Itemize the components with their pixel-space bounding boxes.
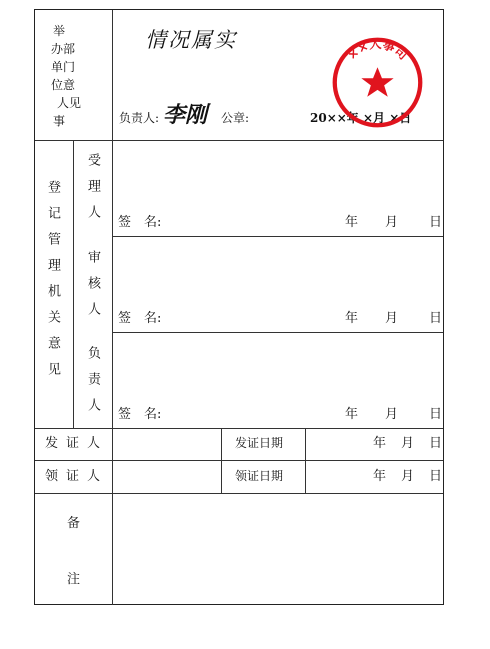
year-label: 年 — [345, 215, 359, 230]
month-label: 月 — [401, 436, 415, 451]
day-label: 日 — [429, 407, 443, 422]
principal-signature: 李刚 — [163, 102, 208, 128]
day-label: 日 — [429, 469, 443, 484]
divider — [113, 332, 443, 333]
seal-star-icon — [361, 67, 393, 96]
opinion-date: 20××年 ×月 ×日 — [310, 111, 412, 125]
divider — [35, 428, 443, 429]
year-label: 年 — [345, 311, 359, 326]
unit-label-line: 单门 — [51, 60, 76, 74]
issue-date-label: 发证日期 — [235, 436, 284, 450]
divider — [112, 10, 113, 605]
unit-label-line: 位意 — [51, 78, 76, 92]
remarks-label-char: 注 — [67, 572, 81, 587]
seal-label: 公章: — [221, 111, 250, 125]
official-seal — [330, 35, 425, 130]
unit-opinion-label — [51, 22, 103, 130]
sign-label: 签 名: — [118, 311, 162, 326]
divider — [221, 428, 222, 493]
sign-label: 签 名: — [118, 215, 162, 230]
divider — [305, 428, 306, 493]
month-label: 月 — [385, 407, 399, 422]
divider — [35, 140, 443, 141]
receiver-label: 领证人 — [45, 469, 109, 484]
month-label: 月 — [401, 469, 415, 484]
year-label: 年 — [345, 407, 359, 422]
principal-label: 负责人: — [119, 111, 160, 125]
role-label-receiver: 受理人 — [85, 153, 100, 231]
handwritten-opinion: 情况属实 — [145, 28, 237, 52]
day-label: 日 — [429, 436, 443, 451]
divider — [113, 236, 443, 237]
issuer-label: 发证人 — [45, 436, 109, 451]
role-label-reviewer: 审核人 — [85, 250, 100, 328]
receive-date-label: 领证日期 — [235, 469, 284, 483]
divider — [73, 140, 74, 428]
sign-label: 签 名: — [118, 407, 162, 422]
seal-text: ××人事司 — [344, 36, 411, 63]
day-label: 日 — [429, 215, 443, 230]
unit-label-line: 人见 — [57, 96, 82, 110]
divider — [35, 460, 443, 461]
role-label-principal: 负责人 — [85, 346, 100, 424]
month-label: 月 — [385, 311, 399, 326]
unit-label-line: 办部 — [51, 42, 76, 56]
month-label: 月 — [385, 215, 399, 230]
year-label: 年 — [373, 436, 387, 451]
day-label: 日 — [429, 311, 443, 326]
year-label: 年 — [373, 469, 387, 484]
unit-label-line: 举 — [53, 24, 66, 38]
registry-section-label: 登记管理机关意见 — [45, 180, 60, 388]
remarks-label-char: 备 — [67, 516, 81, 531]
divider — [35, 493, 443, 494]
unit-label-line: 事 — [53, 114, 66, 128]
